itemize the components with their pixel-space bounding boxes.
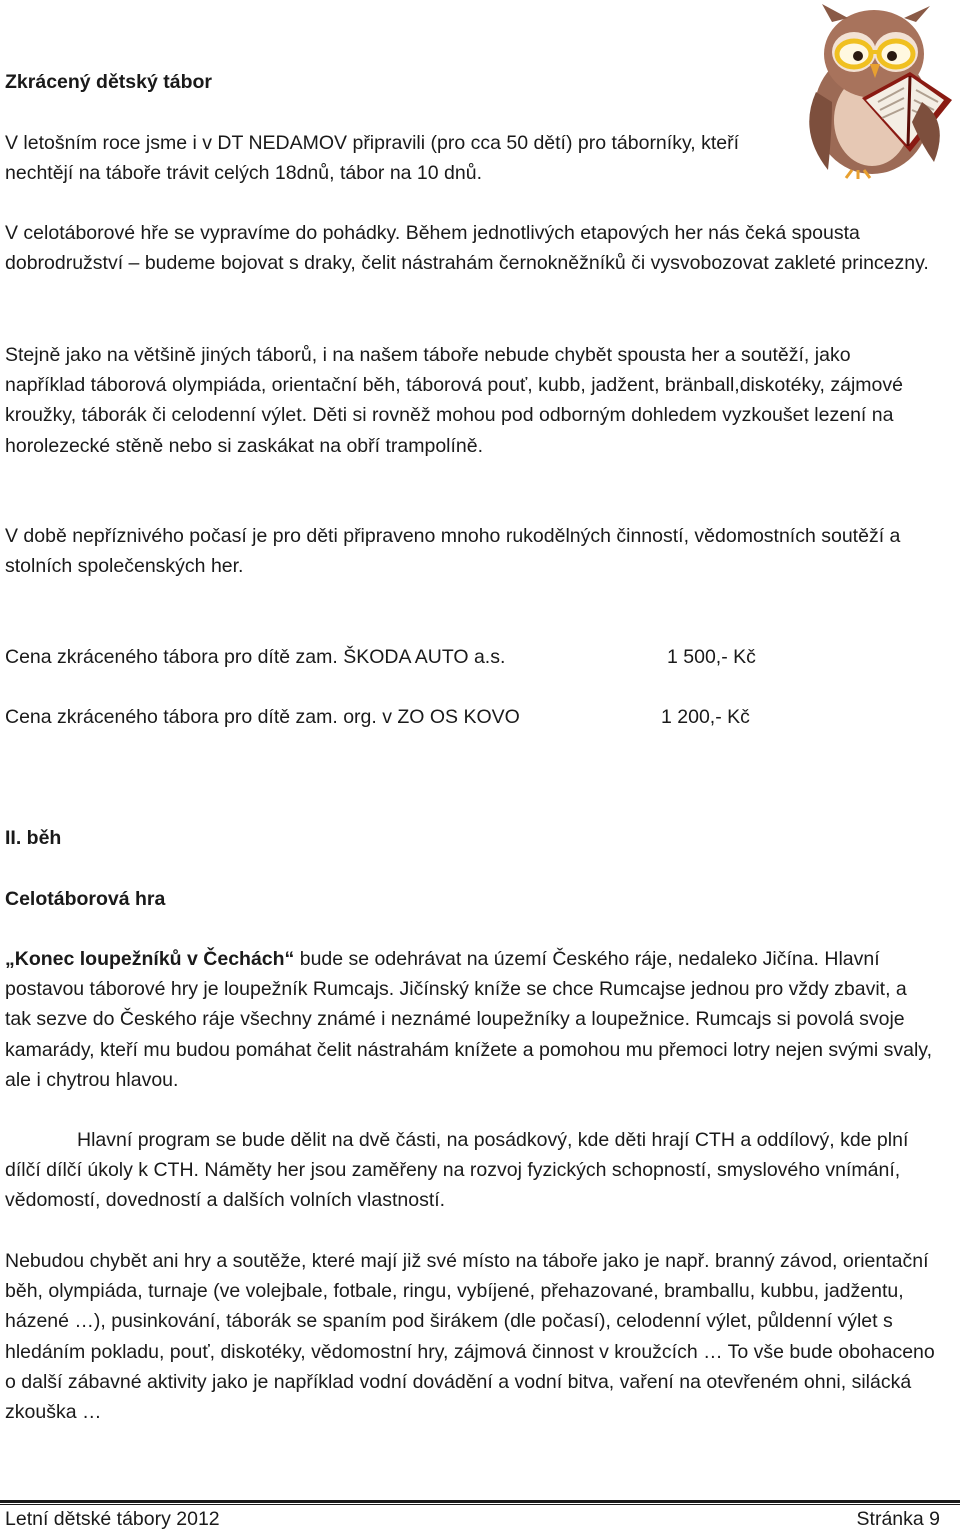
price-label-kovo: Cena zkráceného tábora pro dítě zam. org. v ZO OS KOVO <box>5 706 520 728</box>
price-value-skoda: 1 500,- Kč <box>667 646 756 668</box>
paragraph-other-activities: Nebudou chybět ani hry a soutěže, které mají již své místo na táboře jako je např. branný závod, orientační běh, olympiáda, turnaje (ve volejbale, fotbale, ringu, vybíjené, přehazované, bramballu, kubbu, jadžentu, házené …), pusinkování, táborák se spaním pod širákem (dle počasí), celodenní výlet, půldenní výlet s hledáním pokladu, pouť, diskotéky, vědomostní hry, zájmová činnost v kroužcích … To vše bude obohaceno o další zábavné aktivity jako je například vodní dovádění a vodní bitva, vaření na otevřeném ohni, silácká zkouška … <box>5 1250 935 1424</box>
game-title: „Konec loupežníků v Čechách“ <box>5 948 295 970</box>
heading-second-term: II. běh <box>5 827 62 849</box>
game-description: bude se odehrávat na území Českého ráje, nedaleko Jičína. Hlavní postavou táborové hry je loupežník Rumcajs. Jičínský kníže se chce Rumcajse jednou pro vždy zbavit, a tak sezve do Českého ráje všechny známé i neznámé loupežníky a loupežnice. Rumcajs si povolá svoje kamarády, kteří mu budou pomáhat čelit nástrahám knížete a pomohou mu přemoci lotry nejen svými svaly, ale i chytrou hlavou. <box>5 948 933 1091</box>
paragraph-bad-weather: V době nepříznivého počasí je pro děti připraveno mnoho rukodělných činností, vědomostních soutěží a stolních společenských her. <box>5 525 901 578</box>
heading-camp-game: Celotáborová hra <box>5 888 166 910</box>
paragraph-camp-game <box>5 944 935 1095</box>
paragraph-activities: Stejně jako na většině jiných táborů, i na našem táboře nebude chybět spousta her a soutěží, jako například táborová olympiáda, orientační běh, táborová pouť, kubb, jadžent, bränball,diskotéky, zájmové kroužky, táborák či celodenní výlet. Děti si rovněž mohou pod odborným dohledem vyzkoušet lezení na horolezecké stěně nebo si zaskákat na obří trampolíně. <box>5 344 903 457</box>
footer-title: Letní dětské tábory 2012 <box>5 1508 220 1530</box>
price-label-skoda: Cena zkráceného tábora pro dítě zam. ŠKODA AUTO a.s. <box>5 646 506 668</box>
paragraph-program: Hlavní program se bude dělit na dvě části, na posádkový, kde děti hrají CTH a oddílový, kde plní dílčí dílčí úkoly k CTH. Náměty her jsou zaměřeny na rozvoj fyzických schopností, smyslového vnímání, vědomostí, dovedností a dalších volních vlastností. <box>5 1129 909 1212</box>
paragraph-game: V celotáborové hře se vypravíme do pohádky. Během jednotlivých etapových her nás čeká spousta dobrodružství – budeme bojovat s draky, čelit nástrahám černokněžníků či vysvobozovat zakleté princezny. <box>5 222 929 275</box>
heading-short-camp: Zkrácený dětský tábor <box>5 71 213 93</box>
price-value-kovo: 1 200,- Kč <box>661 706 750 728</box>
page-number: Stránka 9 <box>856 1508 940 1530</box>
footer-rule-thin <box>0 1504 960 1505</box>
footer-rule <box>0 1500 960 1503</box>
paragraph-intro: V letošním roce jsme i v DT NEDAMOV připravili (pro cca 50 dětí) pro táborníky, kteří nechtějí na táboře trávit celých 18dnů, tábor na 10 dnů. <box>5 132 740 185</box>
